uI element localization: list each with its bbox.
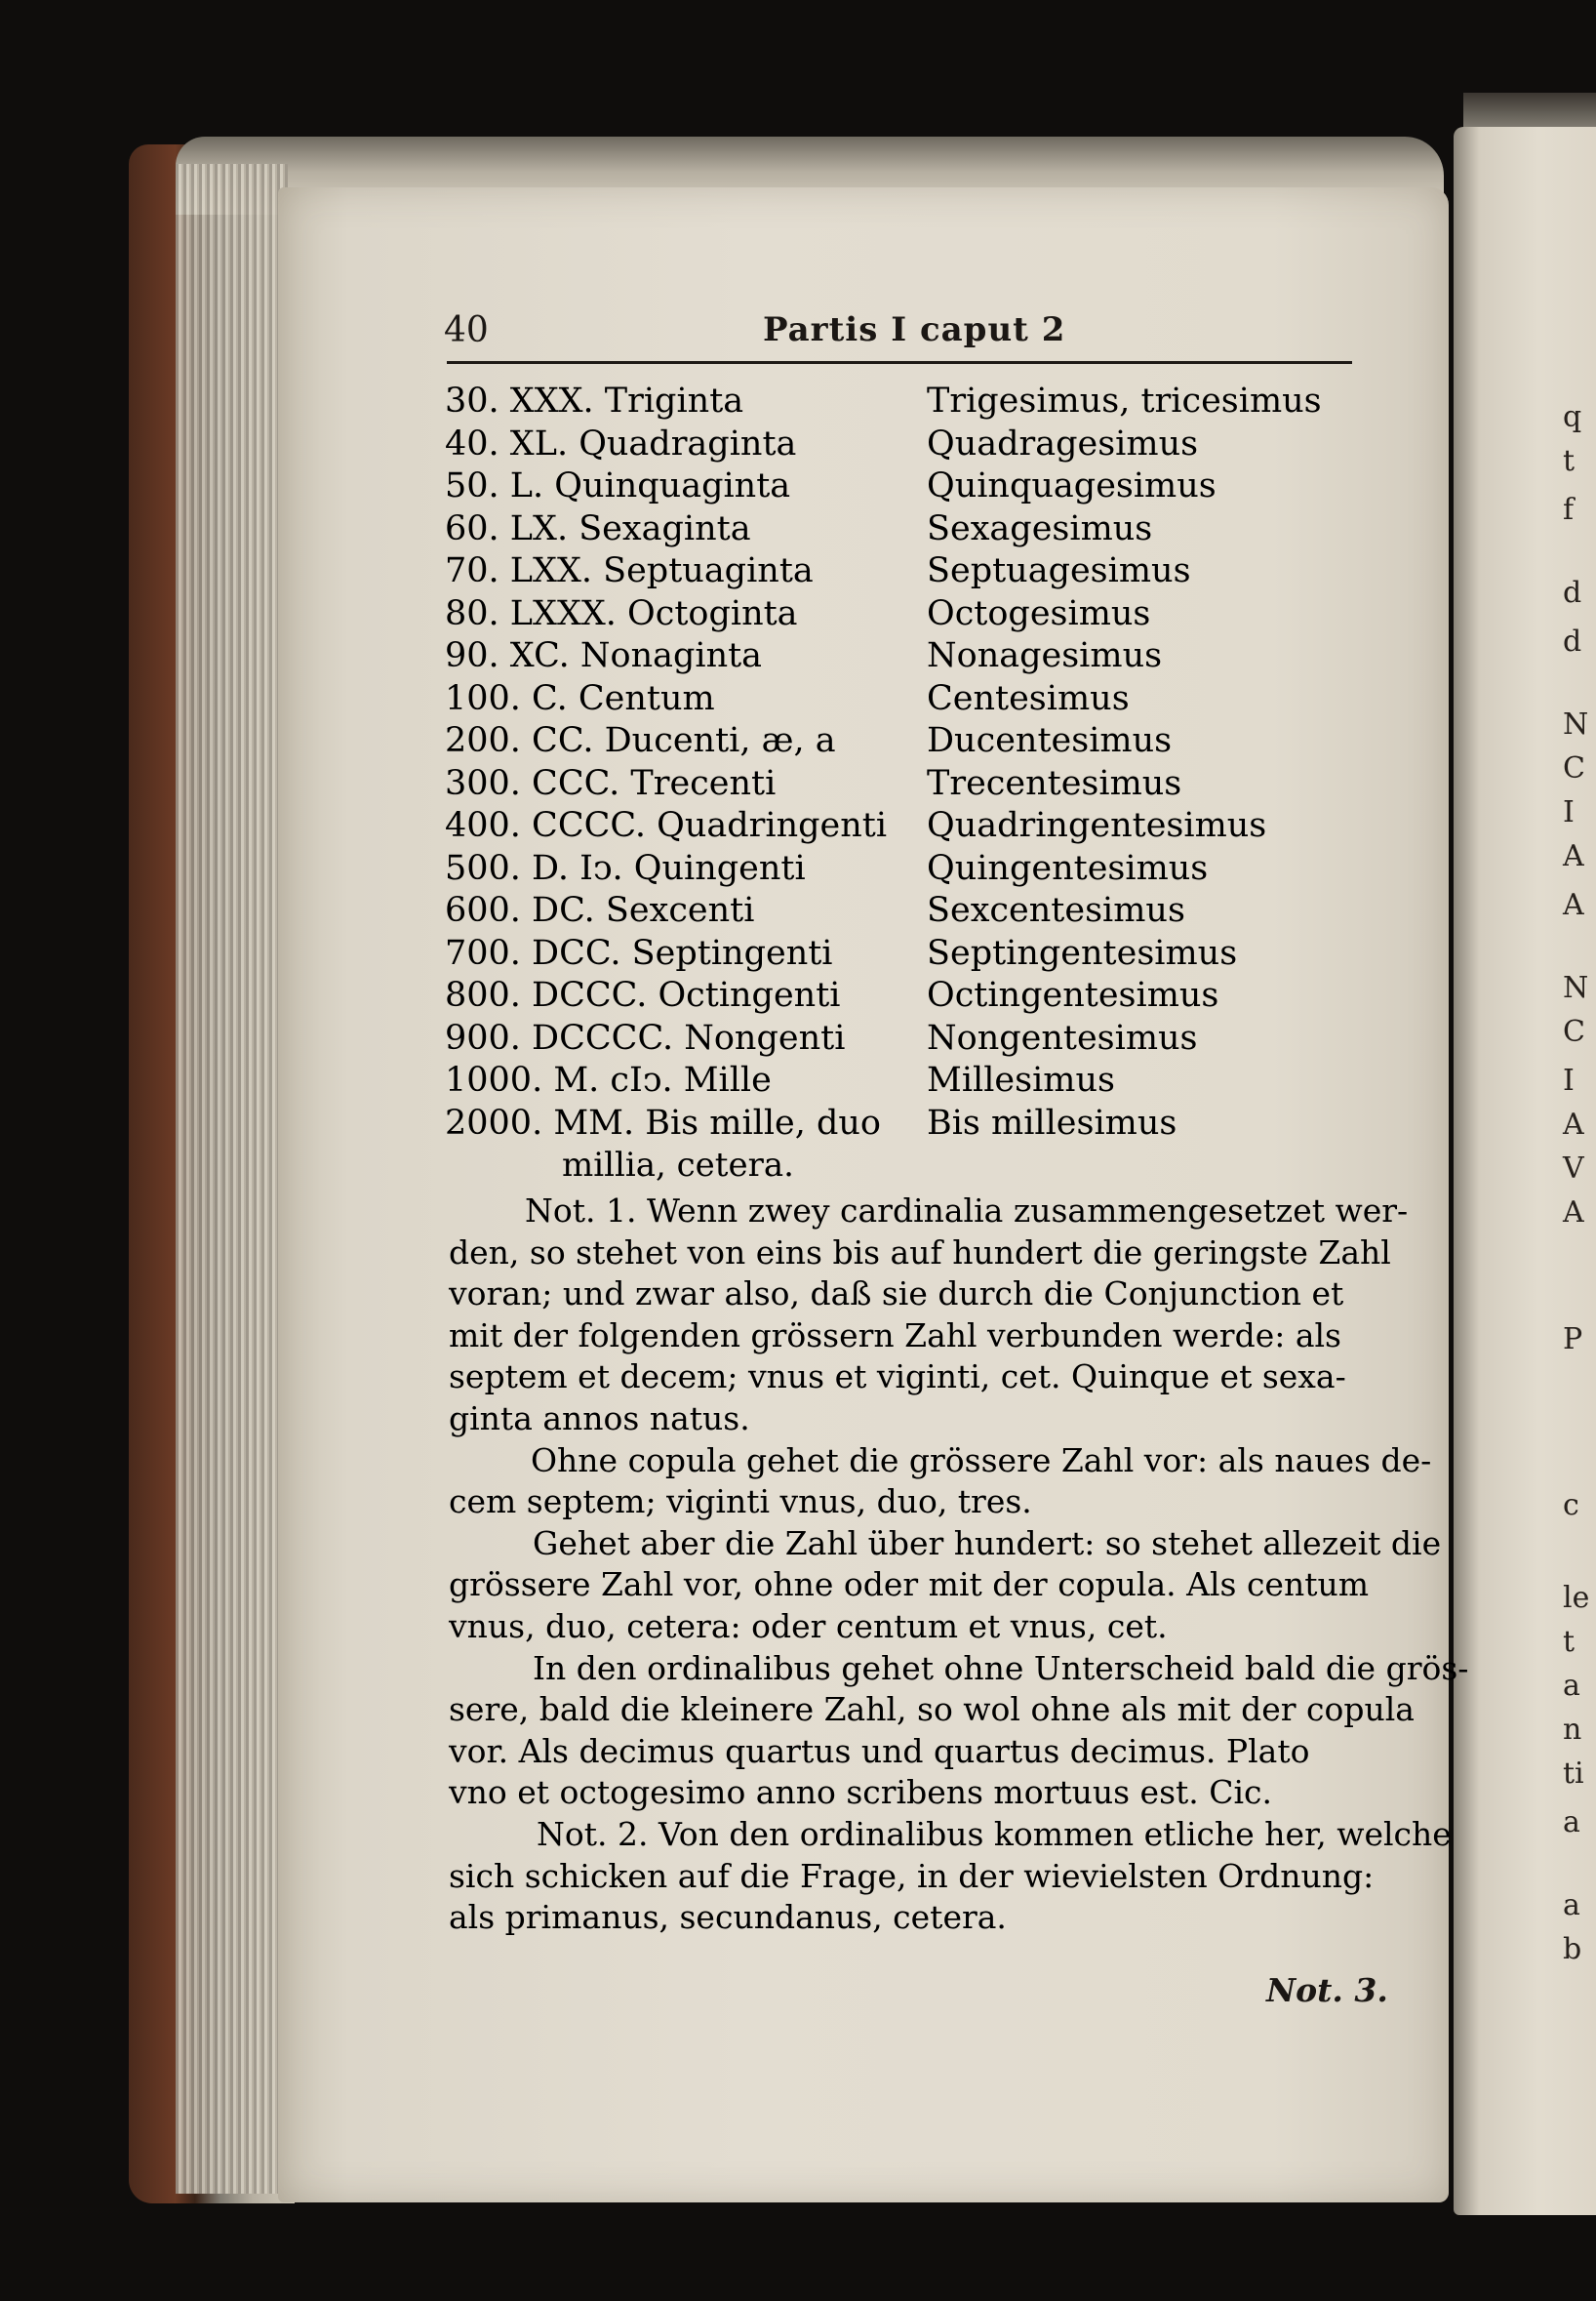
cardinal: 60. LX. Sexaginta [445,508,751,548]
numeral-row [445,933,1323,976]
facing-letter: A [1563,1108,1584,1142]
text-line: ginta annos natus. [449,1398,750,1437]
header-rule [447,361,1352,364]
text-line: vno et octogesimo anno scribens mortuus est. Cic. [449,1773,1273,1812]
facing-letter: ti [1563,1756,1584,1791]
numeral-row [445,465,1323,508]
ordinal: Nongentesimus [927,1018,1198,1058]
cardinal: 40. XL. Quadraginta [445,424,797,464]
facing-letter: A [1563,839,1584,873]
cardinal: 70. LXX. Septuaginta [445,551,814,590]
text-line: sich schicken auf die Frage, in der wievielsten Ordnung: [449,1856,1375,1895]
text-line: Gehet aber die Zahl über hundert: so stehet allezeit die [533,1523,1442,1562]
ordinal: Sexcentesimus [927,891,1185,930]
text-line: Not. 1. Wenn zwey cardinalia zusammengesetzet wer- [525,1191,1409,1230]
numeral-row [445,424,1323,466]
numeral-row [445,678,1323,721]
facing-letter: t [1563,1625,1576,1659]
cardinal: 500. D. Iↄ. Quingenti [445,848,806,888]
running-title: Partis I caput 2 [763,310,1066,349]
ordinal: Quinquagesimus [927,466,1217,505]
numeral-row [445,635,1323,678]
facing-letter: t [1563,444,1576,478]
ordinal: Octogesimus [927,593,1151,633]
text-line: grössere Zahl vor, ohne oder mit der copula. Als centum [449,1565,1370,1604]
text-line: vnus, duo, cetera: oder centum et vnus, cet. [449,1606,1168,1645]
facing-letter: d [1563,576,1582,610]
cardinal: 50. L. Quinquaginta [445,466,791,505]
cardinal: 700. DCC. Septingenti [445,933,833,973]
cardinal: 200. CC. Ducenti, æ, a [445,721,836,760]
facing-letter: P [1563,1322,1583,1356]
facing-letter: n [1563,1713,1582,1747]
text-line: den, so stehet von eins bis auf hundert die geringste Zahl [449,1232,1391,1272]
ordinal: Quadringentesimus [927,806,1267,845]
facing-letter: a [1563,1805,1580,1839]
ordinal: Centesimus [927,678,1130,718]
numeral-row [445,890,1323,933]
numeral-row [445,848,1323,891]
ordinal: Millesimus [927,1061,1115,1100]
facing-letter: I [1563,795,1575,829]
facing-letter: C [1563,751,1585,786]
cardinal: 1000. M. cIↄ. Mille [445,1061,772,1100]
cardinal: 30. XXX. Triginta [445,382,744,421]
ordinal: Septingentesimus [927,933,1238,973]
facing-letter: N [1563,707,1589,742]
facing-letter: le [1563,1581,1590,1615]
numeral-continuation: millia, cetera. [562,1146,794,1185]
facing-letter: a [1563,1669,1580,1703]
text-line: als primanus, secundanus, cetera. [449,1898,1007,1937]
numeral-row [445,763,1323,806]
ordinal: Bis millesimus [927,1103,1177,1143]
facing-letter: C [1563,1015,1585,1049]
facing-letter: V [1563,1151,1584,1186]
text-line: Not. 2. Von den ordinalibus kommen etliche her, welche [537,1814,1452,1853]
ordinal: Nonagesimus [927,636,1163,675]
cardinal: 100. C. Centum [445,678,715,718]
cardinal: 400. CCCC. Quadringenti [445,806,888,845]
catchword: Not. 3. [1266,1971,1388,2009]
facing-letter: d [1563,625,1582,659]
ordinal: Sexagesimus [927,508,1153,548]
page-stack [176,164,288,2194]
numeral-row [445,1145,1323,1188]
facing-letter: c [1563,1488,1579,1522]
body-text [449,1191,1469,1939]
cardinal: 2000. MM. Bis mille, duo [445,1103,882,1143]
text-line: mit der folgenden grössern Zahl verbunden werde: als [449,1315,1341,1354]
facing-letter: A [1563,888,1584,922]
numeral-row [445,975,1323,1018]
ordinal: Ducentesimus [927,721,1173,760]
numeral-row [445,550,1323,593]
cardinal: 80. LXXX. Octoginta [445,593,798,633]
facing-letter: I [1563,1064,1575,1098]
numeral-row [445,381,1323,424]
cardinal: 600. DC. Sexcenti [445,891,755,930]
ordinal: Septuagesimus [927,551,1191,590]
cardinal: 90. XC. Nonaginta [445,636,763,675]
facing-letter: A [1563,1195,1584,1230]
cardinal: 300. CCC. Trecenti [445,763,777,803]
text-line: vor. Als decimus quartus und quartus decimus. Plato [449,1731,1310,1770]
text-line: In den ordinalibus gehet ohne Unterscheid bald die grös- [533,1648,1469,1687]
text-line: septem et decem; vnus et viginti, cet. Quinque et sexa- [449,1357,1346,1396]
text-line: voran; und zwar also, daß sie durch die Conjunction et [449,1274,1344,1313]
facing-letter: q [1563,400,1582,434]
ordinal: Trigesimus, tricesimus [927,382,1322,421]
numeral-row [445,805,1323,848]
ordinal: Trecentesimus [927,763,1182,803]
ordinal: Octingentesimus [927,976,1219,1015]
numeral-row [445,720,1323,763]
cardinal: 900. DCCCC. Nongenti [445,1018,846,1058]
numeral-row [445,593,1323,636]
facing-letter: a [1563,1888,1580,1922]
numeral-table [445,381,1323,1188]
ordinal: Quadragesimus [927,424,1199,464]
text-line: Ohne copula gehet die grössere Zahl vor: als naues de- [531,1440,1432,1479]
numeral-row [445,1060,1323,1103]
facing-letter: f [1563,493,1575,527]
facing-letter: N [1563,971,1589,1005]
facing-letter: b [1563,1932,1582,1966]
numeral-row [445,1018,1323,1061]
text-line: sere, bald die kleinere Zahl, so wol ohne als mit der copula [449,1690,1415,1729]
ordinal: Quingentesimus [927,848,1209,888]
cardinal: 800. DCCC. Octingenti [445,976,841,1015]
numeral-row [445,1103,1323,1146]
text-line: cem septem; viginti vnus, duo, tres. [449,1482,1032,1521]
page-number: 40 [444,310,489,350]
numeral-row [445,508,1323,551]
